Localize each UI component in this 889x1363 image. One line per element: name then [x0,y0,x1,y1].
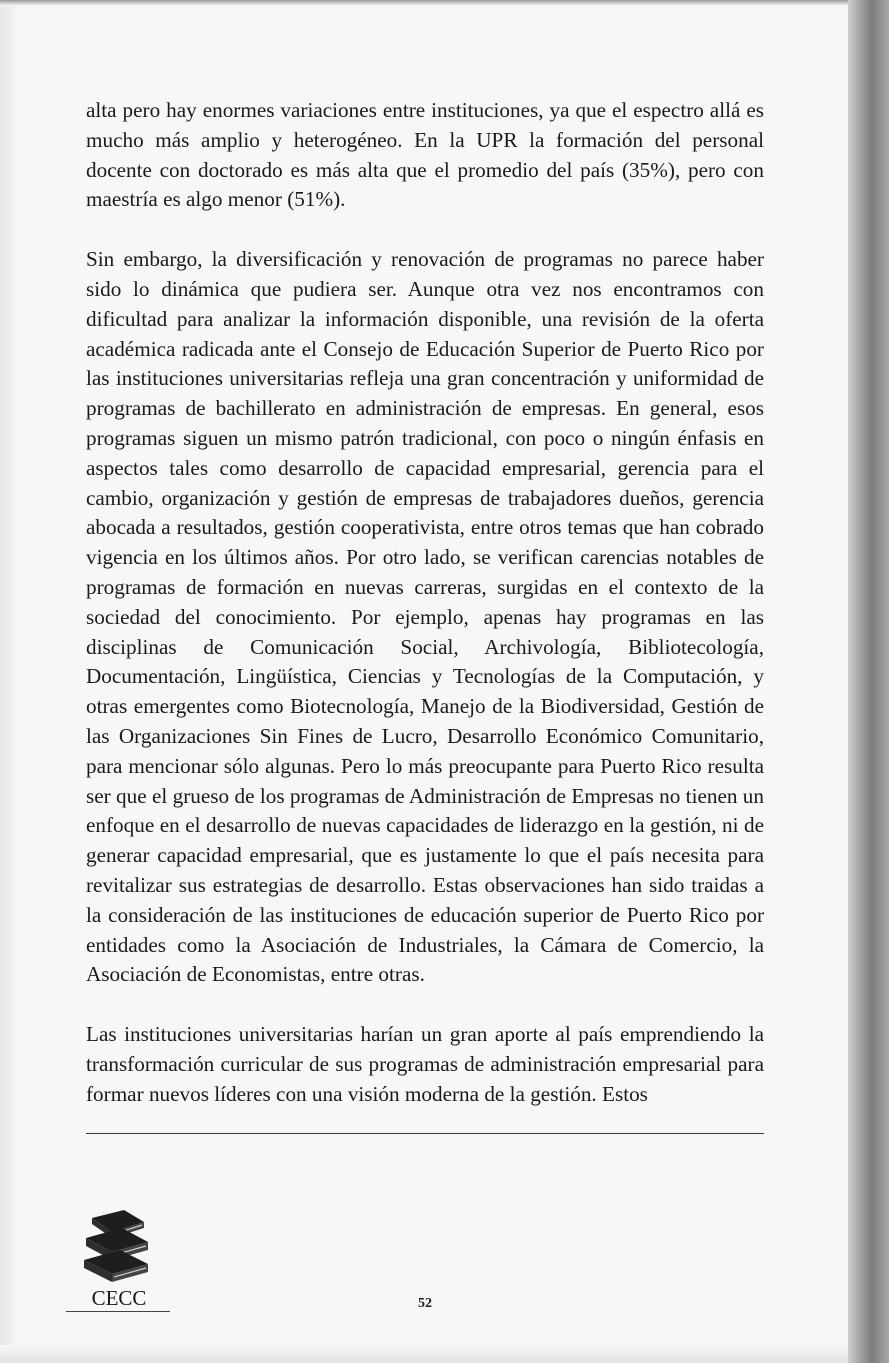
body-text [86,96,764,1110]
cecc-logo [64,1208,174,1316]
paragraph-2: Sin embargo, la diversificación y renovación de programas no parece haber sido lo dinámica que pudiera ser. Aunque otra vez nos encontramos con dificultad para analizar la información disponible, una revisión de la oferta académica radicada ante el Consejo de Educación Superior de Puerto Rico por las instituciones universitarias refleja una gran concentración y uniformidad de programas de bachillerato en administración de empresas. En general, esos programas siguen un mismo patrón tradicional, con poco o ningún énfasis en aspectos tales como desarrollo de capacidad empresarial, gerencia para el cambio, organización y gestión de empresas de trabajadores dueños, gerencia abocada a resultados, gestión cooperativista, entre otros temas que han cobrado vigencia en los últimos años. Por otro lado, se verifican carencias notables de programas de formación en nuevas carreras, surgidas en el contexto de la sociedad del conocimiento. Por ejemplo, apenas hay programas en las disciplinas de Comunicación Social, Archivología, Bibliotecología, Documentación, Lingüística, Ciencias y Tecnologías de la Computación, y otras emergentes como Biotecnología, Manejo de la Biodiversidad, Gestión de las Organizaciones Sin Fines de Lucro, Desarrollo Económico Comunitario, para mencionar sólo algunas. Pero lo más preocupante para Puerto Rico resulta ser que el grueso de los programas de Administración de Empresas no tienen un enfoque en el desarrollo de nuevas capacidades de liderazgo en la gestión, ni de generar capacidad empresarial, que es justamente lo que el país necesita para revitalizar sus estrategias de desarrollo. Estas observaciones han sido traidas a la consideración de las instituciones de educación superior de Puerto Rico por entidades como la Asociación de Industriales, la Cámara de Comercio, la Asociación de Economistas, entre otras. [86,247,764,987]
scan-top-edge [0,0,850,6]
logo-underline [66,1311,170,1312]
scan-bottom-edge [0,1345,850,1363]
book-stack-icon [64,1208,174,1288]
scan-right-edge [848,0,889,1363]
scan-left-edge [0,0,18,1363]
paragraph-1: alta pero hay enormes variaciones entre instituciones, ya que el espectro allá es mucho más amplio y heterogéneo. En la UPR la formación del personal docente con doctorado es más alta que el promedio del país (35%), pero con maestría es algo menor (51%). [86,98,764,212]
footer-rule [86,1133,764,1134]
page-number: 52 [418,1296,432,1311]
paragraph-3: Las instituciones universitarias harían un gran aporte al país emprendiendo la transformación curricular de sus programas de administración empresarial para formar nuevos líderes con una visión moderna de la gestión. Estos [86,1022,764,1106]
logo-label: CECC [91,1286,147,1310]
